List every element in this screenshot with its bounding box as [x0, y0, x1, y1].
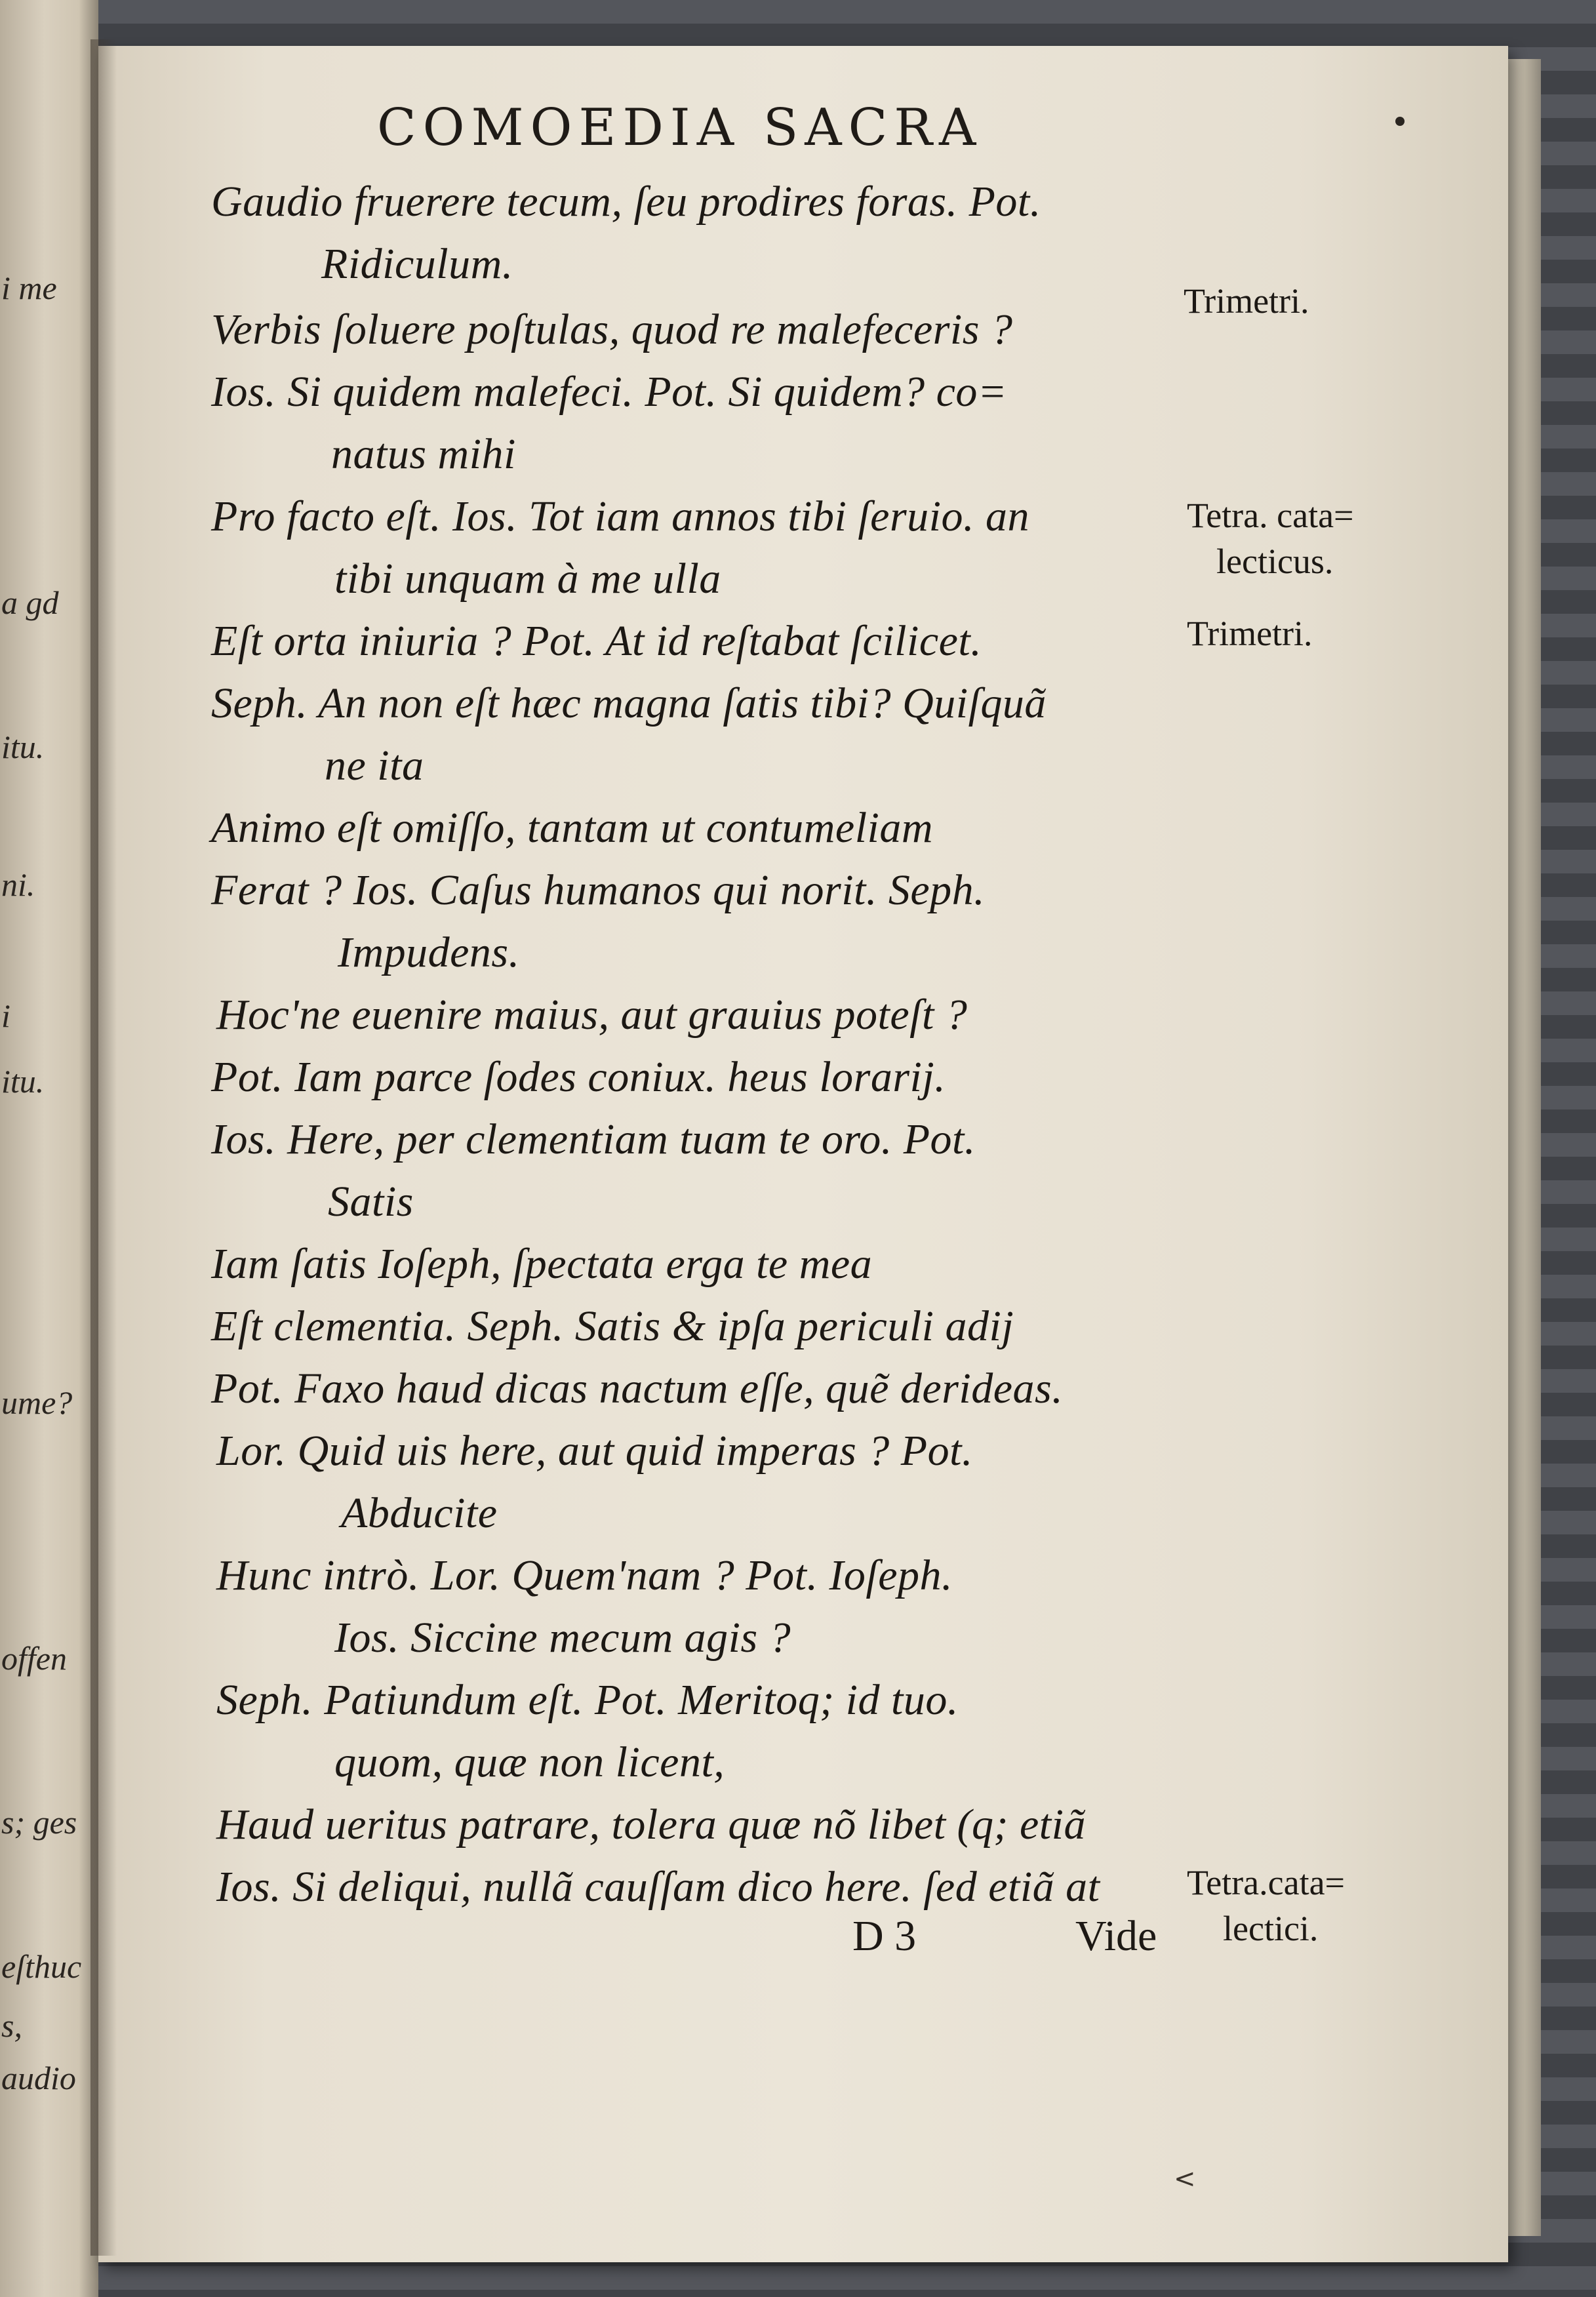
- text-line: Ios. Here, per clementiam tuam te oro. Pot.: [211, 1115, 976, 1163]
- text-line: Hunc intrò. Lor. Quem'nam ? Pot. Ioſeph.: [216, 1551, 953, 1599]
- left-facing-page: [0, 0, 98, 2297]
- left-page-fragment: s; ges: [1, 1804, 77, 1841]
- text-line: Eſt orta iniuria ? Pot. At id reſtabat ſcilicet.: [211, 617, 982, 665]
- text-line: Satis: [328, 1178, 414, 1226]
- text-line: Ios. Si deliqui, nullã cauſſam dico here. ſed etiã at: [216, 1863, 1100, 1911]
- text-line: Pot. Faxo haud dicas nactum eſſe, quẽ derideas.: [211, 1365, 1064, 1412]
- margin-note-tetra-catalectici: lectici.: [1223, 1909, 1319, 1948]
- left-page-fragment: itu.: [1, 1063, 45, 1100]
- text-line: Ios. Si quidem malefeci. Pot. Si quidem? co=: [211, 368, 1007, 416]
- text-line: quom, quæ non licent,: [334, 1738, 725, 1786]
- left-page-fragment: ume?: [1, 1384, 73, 1421]
- text-line: Ios. Siccine mecum agis ?: [334, 1614, 791, 1662]
- text-line: Lor. Quid uis here, aut quid imperas ? Pot.: [216, 1427, 973, 1475]
- text-line: Animo eſt omiſſo, tantam ut contumeliam: [211, 804, 934, 852]
- running-head: COMOEDIA SACRA: [377, 98, 983, 157]
- catchword: Vide: [1075, 1912, 1157, 1960]
- text-line: natus mihi: [331, 430, 516, 478]
- text-line: Gaudio fruerere tecum, ſeu prodires foras. Pot.: [211, 178, 1041, 226]
- text-line: Iam ſatis Ioſeph, ſpectata erga te mea: [211, 1240, 873, 1288]
- signature-mark: D 3: [852, 1912, 917, 1960]
- left-page-fragment: audio: [1, 2060, 76, 2096]
- text-line: Ridiculum.: [321, 240, 513, 288]
- text-line: Hoc'ne euenire maius, aut grauius poteſt ?: [216, 991, 968, 1039]
- text-line: Abducite: [341, 1489, 498, 1537]
- left-page-fragment: i: [1, 997, 10, 1034]
- left-page-fragment: i me: [1, 270, 57, 306]
- text-line: Ferat ? Ios. Caſus humanos qui norit. Seph.: [211, 866, 986, 914]
- margin-note-tetra-catalectici: Tetra.cata=: [1187, 1863, 1345, 1902]
- left-page-fragment: offen: [1, 1640, 67, 1677]
- text-line: Verbis ſoluere poſtulas, quod re malefeceris ?: [211, 306, 1013, 353]
- margin-note-trimetri: Trimetri.: [1187, 614, 1313, 653]
- text-line: Pot. Iam parce ſodes coniux. heus lorarij.: [211, 1053, 946, 1101]
- left-page-fragment: ni.: [1, 866, 35, 903]
- gutter-shadow: [90, 39, 117, 2256]
- text-line: Impudens.: [338, 929, 520, 976]
- text-line: Seph. An non eſt hæc magna ſatis tibi? Quiſquã: [211, 679, 1047, 727]
- stray-mark: <: [1174, 2164, 1196, 2194]
- left-page-fragment: s,: [1, 2007, 22, 2044]
- margin-note-trimetri: Trimetri.: [1184, 281, 1309, 321]
- left-page-fragment: itu.: [1, 729, 45, 765]
- text-line: Eſt clementia. Seph. Satis & ipſa periculi adij: [211, 1302, 1014, 1350]
- margin-note-tetra-catalecticus: lecticus.: [1216, 542, 1334, 581]
- left-page-fragment: a gd: [1, 584, 59, 621]
- text-line: Haud ueritus patrare, tolera quæ nõ libet (q; etiã: [216, 1801, 1086, 1848]
- ink-dot: [1395, 117, 1405, 126]
- left-page-fragment: eſthuc: [1, 1948, 82, 1985]
- margin-note-tetra-catalecticus: Tetra. cata=: [1187, 496, 1354, 535]
- text-line: tibi unquam à me ulla: [334, 555, 721, 603]
- text-line: Pro facto eſt. Ios. Tot iam annos tibi ſeruio. an: [211, 492, 1029, 540]
- text-line: ne ita: [325, 742, 424, 789]
- text-line: Seph. Patiundum eſt. Pot. Meritoq; id tuo.: [216, 1676, 959, 1724]
